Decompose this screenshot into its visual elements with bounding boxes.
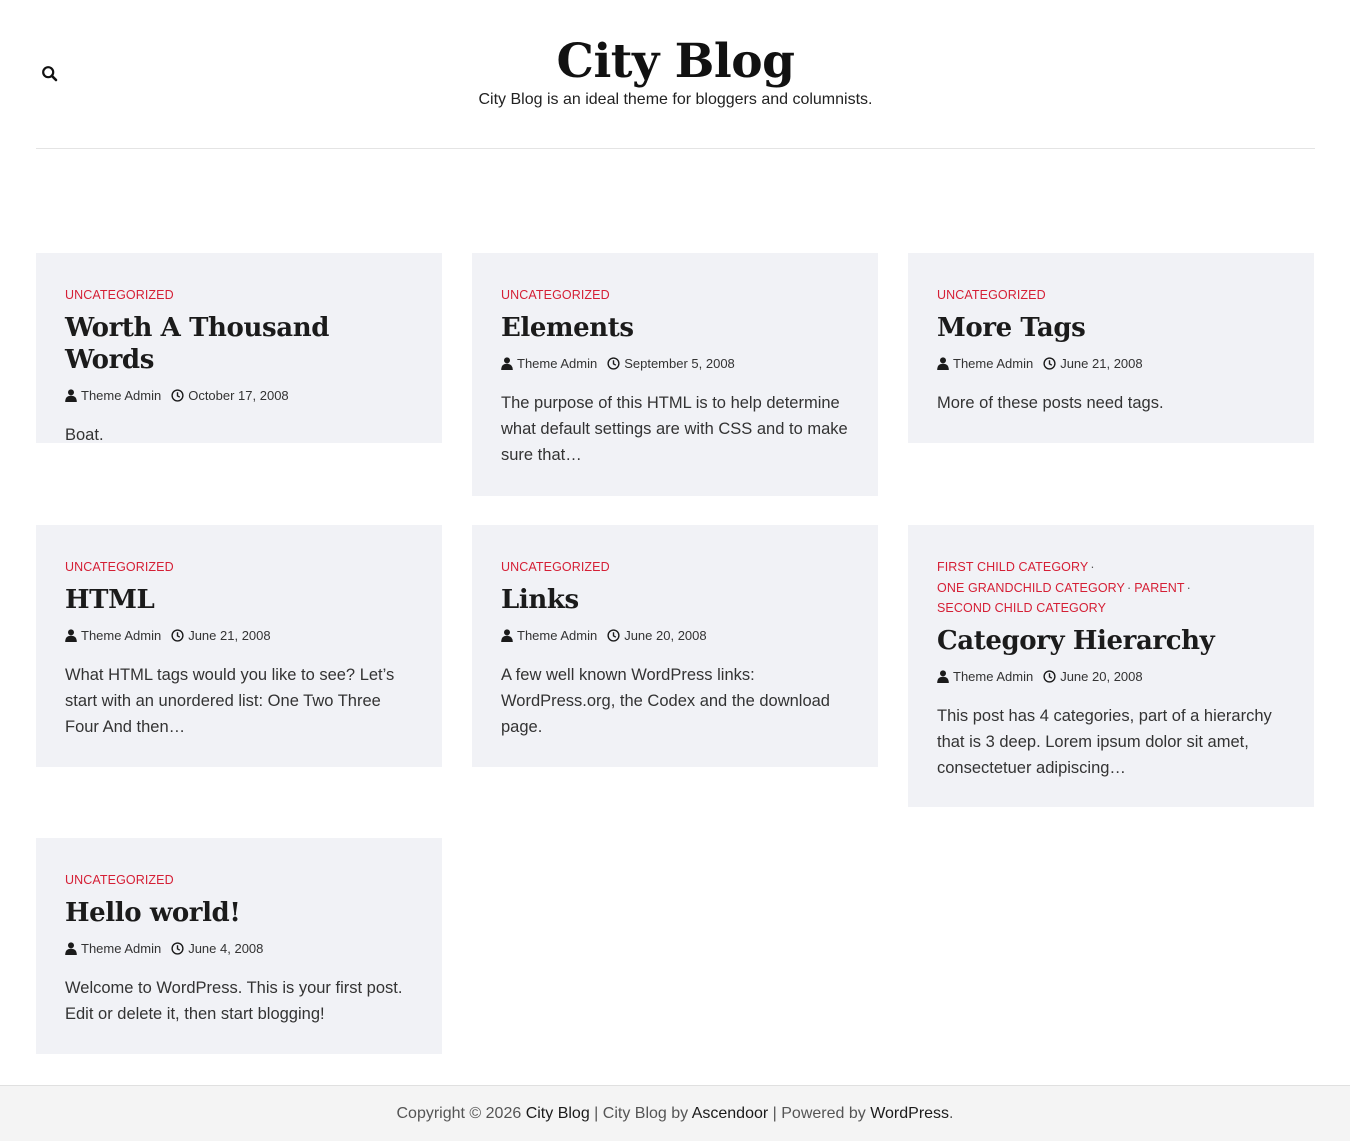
clock-icon — [1043, 670, 1056, 683]
post-excerpt: This post has 4 categories, part of a hierarchy that is 3 deep. Lorem ipsum dolor sit amet, consectetuer adipiscing… — [937, 706, 1272, 777]
user-icon — [937, 357, 949, 370]
post-date[interactable]: June 21, 2008 — [188, 627, 271, 643]
post-card — [36, 525, 442, 767]
user-icon — [65, 942, 77, 955]
category-link[interactable]: UNCATEGORIZED — [65, 873, 174, 887]
category-separator: · — [1186, 580, 1191, 595]
post-meta — [937, 356, 1285, 372]
post-author[interactable]: Theme Admin — [953, 355, 1034, 371]
site-header — [36, 0, 1315, 149]
post-meta — [501, 628, 849, 644]
post-title[interactable]: HTML — [65, 584, 155, 615]
category-link[interactable]: UNCATEGORIZED — [937, 288, 1046, 302]
category-link[interactable]: PARENT — [1134, 580, 1185, 595]
category-link[interactable]: SECOND CHILD CATEGORY — [937, 601, 1107, 615]
post-author[interactable]: Theme Admin — [953, 668, 1034, 684]
post-categories — [937, 557, 1285, 619]
clock-icon — [1043, 357, 1056, 370]
site-footer — [0, 1085, 1350, 1141]
wordpress-link[interactable]: WordPress — [870, 1105, 950, 1122]
post-meta — [65, 941, 413, 957]
post-title[interactable]: Category Hierarchy — [937, 625, 1215, 656]
powered-by-text: | Powered by — [772, 1105, 866, 1122]
clock-icon — [607, 629, 620, 642]
post-title[interactable]: Hello world! — [65, 897, 241, 928]
post-meta — [937, 669, 1285, 685]
post-excerpt: Boat. — [65, 425, 104, 444]
post-date[interactable]: June 4, 2008 — [188, 940, 264, 956]
site-tagline: City Blog is an ideal theme for bloggers and columnists. — [478, 91, 873, 108]
post-title[interactable]: More Tags — [937, 312, 1086, 343]
post-meta — [65, 628, 413, 644]
post-excerpt: Welcome to WordPress. This is your first post. Edit or delete it, then start blogging! — [65, 978, 403, 1023]
user-icon — [501, 357, 513, 370]
theme-credit-text: | City Blog by — [594, 1105, 689, 1122]
clock-icon — [171, 629, 184, 642]
post-title[interactable]: Elements — [501, 312, 634, 343]
post-categories — [937, 285, 1285, 306]
post-categories — [501, 285, 849, 306]
post-meta — [501, 356, 849, 372]
post-excerpt: More of these posts need tags. — [937, 393, 1164, 412]
category-link[interactable]: UNCATEGORIZED — [65, 560, 174, 574]
copyright-text: Copyright © 2026 — [396, 1105, 522, 1122]
post-date[interactable]: June 21, 2008 — [1060, 355, 1143, 371]
category-link[interactable]: UNCATEGORIZED — [501, 560, 610, 574]
post-meta — [65, 388, 413, 404]
post-card — [908, 253, 1314, 443]
post-author[interactable]: Theme Admin — [517, 355, 598, 371]
post-date[interactable]: October 17, 2008 — [188, 387, 289, 403]
footer-period: . — [949, 1105, 954, 1122]
theme-author-link[interactable]: Ascendoor — [691, 1105, 769, 1122]
site-title[interactable]: City Blog — [556, 34, 795, 89]
post-categories — [501, 557, 849, 578]
post-author[interactable]: Theme Admin — [81, 940, 162, 956]
post-categories — [65, 870, 413, 891]
user-icon — [65, 389, 77, 402]
post-card — [36, 253, 442, 443]
post-card — [472, 525, 878, 767]
user-icon — [937, 670, 949, 683]
category-separator: · — [1126, 580, 1132, 595]
post-excerpt: The purpose of this HTML is to help determine what default settings are with CSS and to make sure that… — [501, 393, 848, 464]
post-categories — [65, 285, 413, 306]
clock-icon — [171, 389, 184, 402]
footer-site-link[interactable]: City Blog — [525, 1105, 590, 1122]
post-excerpt: A few well known WordPress links: WordPress.org, the Codex and the download page. — [501, 665, 830, 736]
post-author[interactable]: Theme Admin — [81, 387, 162, 403]
post-date[interactable]: June 20, 2008 — [624, 627, 707, 643]
category-link[interactable]: FIRST CHILD CATEGORY — [937, 560, 1089, 574]
post-title[interactable]: Links — [501, 584, 579, 615]
clock-icon — [607, 357, 620, 370]
user-icon — [65, 629, 77, 642]
post-card — [472, 253, 878, 496]
post-author[interactable]: Theme Admin — [81, 627, 162, 643]
post-card — [908, 525, 1314, 807]
category-separator: · — [1090, 560, 1095, 574]
category-link[interactable]: ONE GRANDCHILD CATEGORY — [937, 580, 1125, 595]
category-link[interactable]: UNCATEGORIZED — [65, 288, 174, 302]
post-categories — [65, 557, 413, 578]
post-author[interactable]: Theme Admin — [517, 627, 598, 643]
category-link[interactable]: UNCATEGORIZED — [501, 288, 610, 302]
post-excerpt: What HTML tags would you like to see? Let’s start with an unordered list: One Two Three Four And then… — [65, 665, 395, 736]
post-card — [36, 838, 442, 1054]
user-icon — [501, 629, 513, 642]
post-date[interactable]: June 20, 2008 — [1060, 668, 1143, 684]
post-date[interactable]: September 5, 2008 — [624, 355, 735, 371]
clock-icon — [171, 942, 184, 955]
post-title[interactable]: Worth A Thousand Words — [65, 312, 329, 375]
